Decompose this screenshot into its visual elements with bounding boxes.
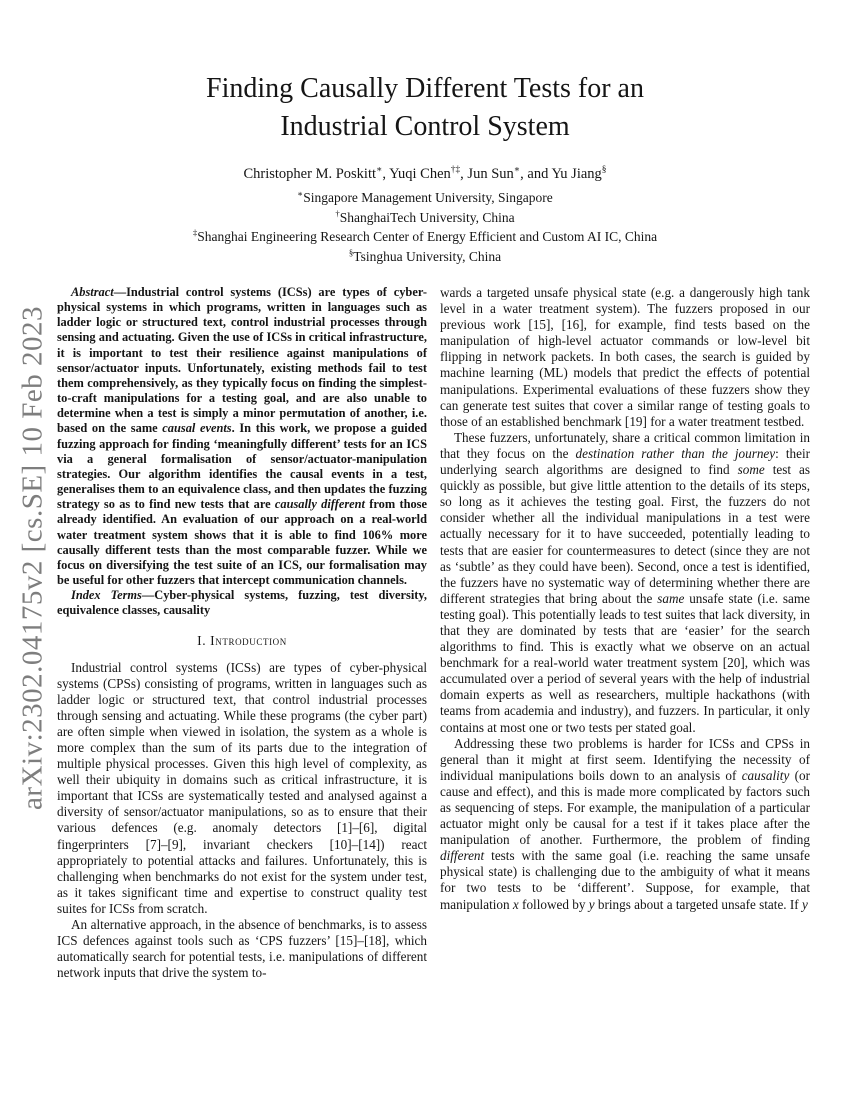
two-column-body xyxy=(57,285,810,981)
authors-line: Christopher M. Poskitt∗, Yuqi Chen†‡, Jun Sun∗, and Yu Jiang§ xyxy=(243,165,607,182)
intro-paragraph-2-continuation: wards a targeted unsafe physical state (e.g. a dangerously high tank level in a water treatment system). The fuzzers proposed in our previous work [15], [16], for example, find tests based on the manipulation of high-level actuator commands or low-level bit flipping in network packets. In both cases, the search is guided by machine learning (ML) models that predict the effects of potential manipulations. Experimental evaluations of these fuzzers show they can generate test suites that cover a similar range of testing goals to those of an established benchmark [19] for a water treatment testbed. xyxy=(440,285,810,429)
right-column xyxy=(440,285,810,981)
intro-paragraph-2-start: An alternative approach, in the absence of benchmarks, is to assess ICS defences against tools such as ‘CPS fuzzers’ [15]–[18], which automatically search for potential tests, i.e. manipulations of different network inputs that drive the system to- xyxy=(57,917,427,981)
abstract-paragraph: Abstract—Industrial control systems (ICSs) are types of cyber-physical systems in which programs, written in languages such as ladder logic or structured text, control industrial processes through sensing and actuating. Given the use of ICSs in critical infrastructure, it is important to test their resilience against manipulations of sensor/actuator inputs. Unfortunately, existing methods fail to test them comprehensively, as they typically focus on finding the simplest-to-craft manipulations for a testing goal, and are also unable to determine when a test is simply a minor permutation of another, i.e. based on the same causal events. In this work, we propose a guided fuzzing approach for finding ‘meaningfully different’ tests for an ICS via a general formalisation of sensor/actuator-manipulation strategies. Our algorithm identifies the causal events in a test, generalises them to an equivalence class, and then updates the fuzzing strategy so as to find new tests that are causally different from those already identified. An evaluation of our approach on a real-world water treatment system shows that it is able to find 106% more causally different tests than the most comparable fuzzer. While we focus on diversifying the test suite of an ICS, our formalisation may be useful for other fuzzers that intercept communication channels. xyxy=(57,285,427,587)
index-terms: Index Terms—Cyber-physical systems, fuzzing, test diversity, equivalence classes, causality xyxy=(57,588,427,618)
arxiv-watermark: arXiv:2302.04175v2 [cs.SE] 10 Feb 2023 xyxy=(16,306,49,810)
intro-paragraph-4: Addressing these two problems is harder for ICSs and CPSs in general than it might at first seem. Identifying the necessity of individual manipulations boils down to an analysis of causality (or cause and effect), and this is made more complicated by factors such as sequencing of steps. For example, the manipulation of a particular actuator might only be causal for a test if it takes place after the manipulation of another. Furthermore, the problem of finding different tests with the same goal (i.e. reaching the same unsafe physical state) is challenging due to the ambiguity of what it means for two tests to be ‘different’. Suppose, for example, that manipulation x followed by y brings about a targeted unsafe state. If y xyxy=(440,735,810,912)
affiliation-line-4: §Tsinghua University, China xyxy=(348,247,502,264)
paper-title-line2: Industrial Control System xyxy=(280,111,570,142)
left-column xyxy=(57,285,427,981)
paper-title-line1: Finding Causally Different Tests for an xyxy=(206,73,644,104)
affiliation-line-2: †ShanghaiTech University, China xyxy=(335,208,515,225)
affiliations-block xyxy=(0,188,850,266)
paper-title xyxy=(0,70,850,146)
intro-paragraph-3: These fuzzers, unfortunately, share a critical common limitation in that they focus on the destination rather than the journey: their underlying search algorithms are designed to find some test as quickly as possible, but give little attention to the details of its steps, so long as it achieves the testing goal. First, the fuzzers do not consider whether all the individual manipulations in a test were actually necessary for it to have succeeded, potentially leading to tests that are easier for countermeasures to detect (since they are not as ‘subtle’ as they could have been). Second, once a test is identified, the fuzzers have no systematic way of determining whether there are different strategies that bring about the same unsafe state (i.e. same testing goal). This potentially leads to test suites that lack diversity, in that they are dominated by tests that are ‘easier’ for the search algorithms to find. This is exactly what we observe on an actual benchmark for a real-world water treatment system [20], which was accumulated over a period of several years with the help of industrial domain experts as well as researchers, multiple hackathons (with teams from academia and industry), and fuzzers. In particular, it only contains at most one or two tests per stated goal. xyxy=(440,429,810,735)
section-heading-introduction: I. Introduction xyxy=(197,633,287,649)
affiliation-line-3: ‡Shanghai Engineering Research Center of Energy Efficient and Custom AI IC, China xyxy=(192,227,658,244)
intro-paragraph-1: Industrial control systems (ICSs) are types of cyber-physical systems (CPSs) consisting of programs, written in languages such as ladder logic or structured text, that control industrial processes through sensing and actuating. While these programs (the cyber part) are often simple when viewed in isolation, the system as a whole is more complex than the sum of its parts due to the integration of multiple physical processes. Given this high level of complexity, as well their ubiquity in domains such as critical infrastructure, it is important that ICSs are systematically tested and analysed against a diversity of sensor/actuator manipulations, so as to ensure that their various defences (e.g. anomaly detectors [1]–[6], digital fingerprinters [7]–[9], invariant checkers [10]–[14]) react appropriately to potential attacks and failures. Unfortunately, this is challenging when benchmarks do not exist for the system under test, as it takes significant time and expertise to construct quality test suites for ICSs from scratch. xyxy=(57,659,427,916)
paper-header xyxy=(0,0,850,266)
affiliation-line-1: ∗Singapore Management University, Singapore xyxy=(297,188,553,205)
